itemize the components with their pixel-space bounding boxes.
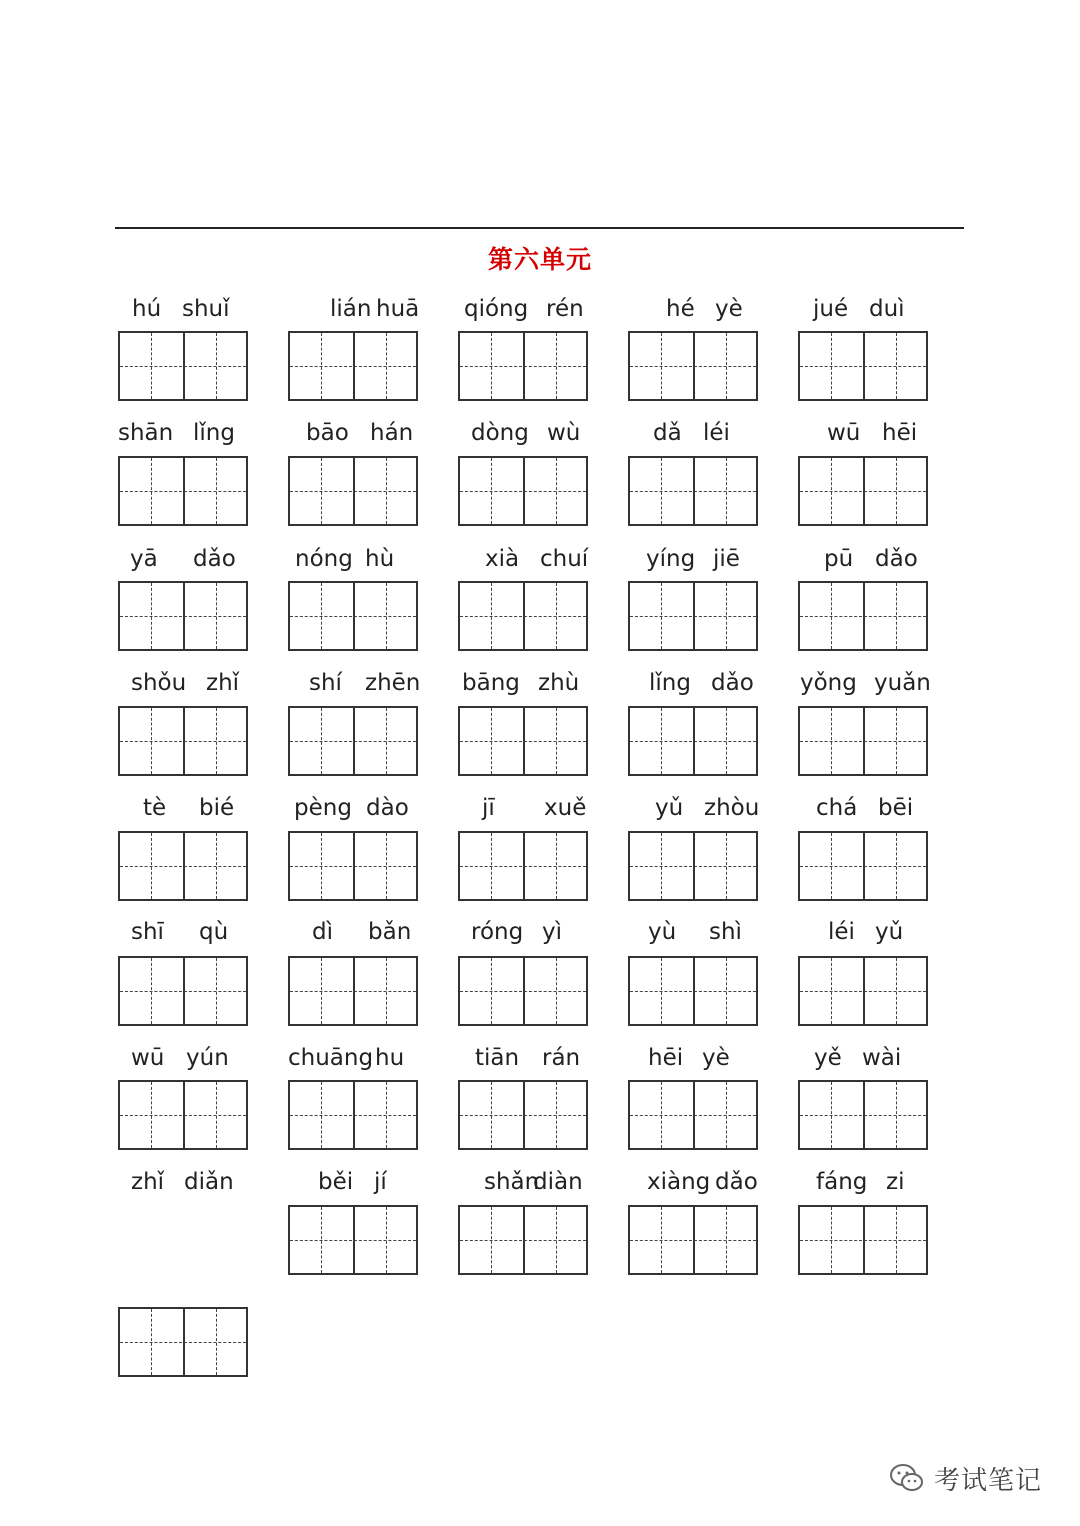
pinyin-syllable: hán <box>370 420 414 446</box>
pinyin-syllable: léi <box>828 919 855 945</box>
pinyin-syllable: zi <box>886 1169 905 1195</box>
pinyin-syllable: shuǐ <box>182 296 230 322</box>
pinyin-syllable: jué <box>813 296 849 322</box>
writing-box[interactable] <box>628 956 758 1026</box>
pinyin-syllable: léi <box>703 420 730 446</box>
pinyin-syllable: bié <box>199 795 235 821</box>
pinyin-syllable: xià <box>485 546 520 572</box>
pinyin-syllable: yě <box>814 1045 842 1071</box>
pinyin-syllable: xuě <box>544 795 587 821</box>
pinyin-syllable: lǐng <box>193 420 235 446</box>
pinyin-syllable: lǐng <box>649 670 691 696</box>
pinyin-syllable: pū <box>824 546 854 572</box>
pinyin-syllable: shí <box>309 670 342 696</box>
writing-box[interactable] <box>288 831 418 901</box>
pinyin-syllable: zhù <box>538 670 580 696</box>
writing-box[interactable] <box>628 831 758 901</box>
pinyin-syllable: qù <box>199 919 229 945</box>
pinyin-syllable: dǎo <box>715 1169 758 1195</box>
pinyin-syllable: zhòu <box>704 795 760 821</box>
pinyin-syllable: běi <box>318 1169 354 1195</box>
pinyin-syllable: dǎo <box>193 546 236 572</box>
writing-box[interactable] <box>458 581 588 651</box>
pinyin-syllable: yíng <box>646 546 696 572</box>
pinyin-syllable: jī <box>482 795 495 821</box>
writing-box[interactable] <box>118 956 248 1026</box>
writing-box[interactable] <box>458 706 588 776</box>
watermark-text: 考试笔记 <box>934 1465 1043 1496</box>
writing-box[interactable] <box>118 1080 248 1150</box>
pinyin-syllable: qióng <box>464 296 529 322</box>
pinyin-syllable: dì <box>312 919 333 945</box>
writing-box[interactable] <box>288 456 418 526</box>
pinyin-syllable: róng <box>471 919 524 945</box>
pinyin-syllable: dǎo <box>711 670 754 696</box>
pinyin-syllable: shān <box>118 420 174 446</box>
pinyin-syllable: duì <box>869 296 905 322</box>
writing-box[interactable] <box>628 331 758 401</box>
writing-box[interactable] <box>798 1205 928 1275</box>
writing-box[interactable] <box>628 1080 758 1150</box>
writing-box[interactable] <box>628 1205 758 1275</box>
pinyin-syllable: bǎn <box>368 919 412 945</box>
writing-box[interactable] <box>458 956 588 1026</box>
pinyin-syllable: lián <box>330 296 372 322</box>
pinyin-syllable: wài <box>862 1045 902 1071</box>
writing-box[interactable] <box>628 581 758 651</box>
pinyin-syllable: wù <box>547 420 581 446</box>
writing-box[interactable] <box>118 581 248 651</box>
watermark <box>888 1458 1042 1498</box>
pinyin-syllable: hù <box>365 546 395 572</box>
pinyin-syllable: huā <box>376 296 420 322</box>
writing-box[interactable] <box>118 831 248 901</box>
writing-box[interactable] <box>798 456 928 526</box>
pinyin-syllable: chuāng <box>288 1045 374 1071</box>
writing-box[interactable] <box>458 456 588 526</box>
pinyin-syllable: tè <box>143 795 167 821</box>
writing-box[interactable] <box>458 1205 588 1275</box>
pinyin-syllable: xiàng <box>647 1169 711 1195</box>
pinyin-syllable: bēi <box>878 795 914 821</box>
pinyin-syllable: yǒng <box>800 670 857 696</box>
pinyin-syllable: dǎ <box>653 420 682 446</box>
pinyin-syllable: hēi <box>648 1045 684 1071</box>
page-title: 第六单元 <box>487 245 592 274</box>
writing-box[interactable] <box>288 331 418 401</box>
pinyin-syllable: bāng <box>462 670 520 696</box>
pinyin-syllable: fáng <box>816 1169 868 1195</box>
pinyin-syllable: chuí <box>540 546 589 572</box>
pinyin-syllable: dǎo <box>875 546 918 572</box>
pinyin-syllable: dòng <box>471 420 529 446</box>
pinyin-syllable: yǔ <box>655 795 684 821</box>
pinyin-syllable: wū <box>131 1045 165 1071</box>
writing-box[interactable] <box>118 456 248 526</box>
pinyin-syllable: jí <box>374 1169 387 1195</box>
pinyin-syllable: hu <box>375 1045 405 1071</box>
pinyin-syllable: zhǐ <box>206 670 240 696</box>
pinyin-syllable: hēi <box>882 420 918 446</box>
writing-box[interactable] <box>628 456 758 526</box>
writing-box[interactable] <box>288 706 418 776</box>
writing-box[interactable] <box>288 581 418 651</box>
writing-box[interactable] <box>798 706 928 776</box>
writing-box[interactable] <box>288 956 418 1026</box>
writing-box[interactable] <box>288 1205 418 1275</box>
pinyin-syllable: shǒu <box>131 670 187 696</box>
pinyin-syllable: hú <box>132 296 162 322</box>
pinyin-syllable: tiān <box>475 1045 520 1071</box>
pinyin-syllable: yā <box>130 546 158 572</box>
pinyin-syllable: rén <box>546 296 584 322</box>
pinyin-syllable: chá <box>816 795 858 821</box>
pinyin-syllable: zhēn <box>365 670 421 696</box>
pinyin-syllable: yè <box>715 296 743 322</box>
writing-box[interactable] <box>628 706 758 776</box>
pinyin-syllable: hé <box>666 296 695 322</box>
top-rule <box>115 227 964 229</box>
pinyin-syllable: shì <box>709 919 742 945</box>
writing-box[interactable] <box>798 956 928 1026</box>
pinyin-syllable: pèng <box>294 795 352 821</box>
writing-box[interactable] <box>798 831 928 901</box>
pinyin-syllable: yuǎn <box>874 670 931 696</box>
pinyin-syllable: yù <box>648 919 677 945</box>
writing-box[interactable] <box>118 1307 248 1377</box>
writing-box[interactable] <box>458 331 588 401</box>
pinyin-syllable: diǎn <box>184 1169 234 1195</box>
pinyin-syllable: shǎn <box>484 1169 540 1195</box>
pinyin-syllable: yǔ <box>875 919 904 945</box>
wechat-icon <box>888 1462 926 1494</box>
pinyin-syllable: diàn <box>533 1169 583 1195</box>
pinyin-syllable: rán <box>542 1045 581 1071</box>
pinyin-syllable: jiē <box>713 546 740 572</box>
pinyin-syllable: bāo <box>306 420 349 446</box>
pinyin-syllable: yè <box>702 1045 730 1071</box>
writing-box[interactable] <box>798 581 928 651</box>
writing-box[interactable] <box>458 1080 588 1150</box>
writing-box[interactable] <box>118 706 248 776</box>
pinyin-syllable: wū <box>827 420 861 446</box>
writing-box[interactable] <box>288 1080 418 1150</box>
pinyin-syllable: yì <box>542 919 563 945</box>
pinyin-syllable: shī <box>131 919 164 945</box>
writing-box[interactable] <box>118 331 248 401</box>
writing-box[interactable] <box>458 831 588 901</box>
pinyin-syllable: yún <box>186 1045 229 1071</box>
writing-box[interactable] <box>798 331 928 401</box>
pinyin-syllable: nóng <box>295 546 353 572</box>
pinyin-syllable: zhǐ <box>131 1169 165 1195</box>
pinyin-syllable: dào <box>366 795 409 821</box>
writing-box[interactable] <box>798 1080 928 1150</box>
